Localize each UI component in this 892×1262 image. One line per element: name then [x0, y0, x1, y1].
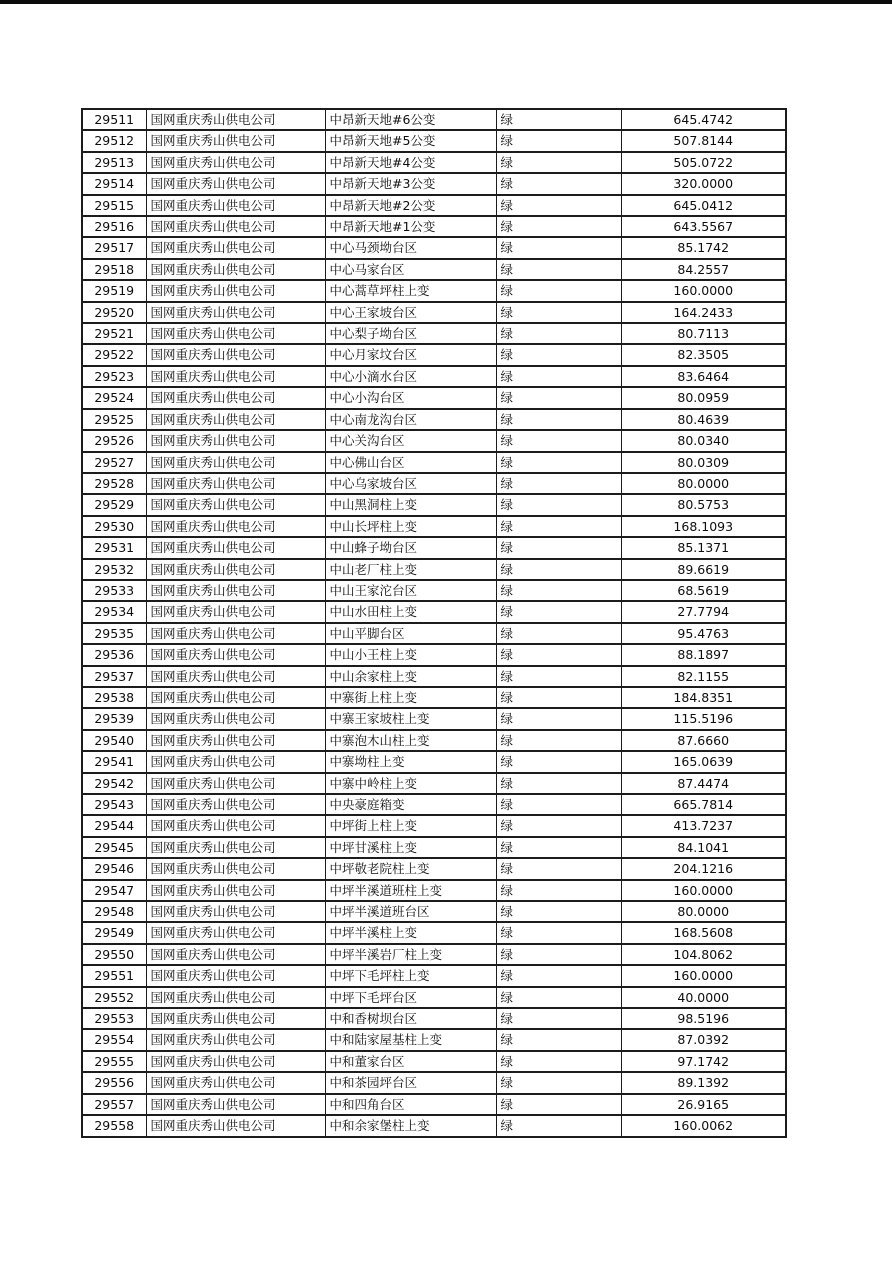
cell-capacity-value: 168.1093 [621, 516, 786, 537]
cell-row-id: 29552 [82, 987, 146, 1008]
cell-company-name: 国网重庆秀山供电公司 [146, 666, 325, 687]
cell-row-id: 29558 [82, 1115, 146, 1136]
cell-company-name: 国网重庆秀山供电公司 [146, 730, 325, 751]
cell-status: 绿 [496, 1029, 621, 1050]
table-row[interactable] [82, 216, 786, 237]
cell-row-id: 29537 [82, 666, 146, 687]
table-row[interactable] [82, 109, 786, 130]
cell-row-id: 29529 [82, 494, 146, 515]
table-row[interactable] [82, 751, 786, 772]
table-row[interactable] [82, 409, 786, 430]
cell-capacity-value: 95.4763 [621, 623, 786, 644]
cell-company-name: 国网重庆秀山供电公司 [146, 237, 325, 258]
cell-company-name: 国网重庆秀山供电公司 [146, 815, 325, 836]
cell-station-name: 中心南龙沟台区 [325, 409, 496, 430]
cell-status: 绿 [496, 494, 621, 515]
table-row[interactable] [82, 601, 786, 622]
cell-row-id: 29538 [82, 687, 146, 708]
cell-capacity-value: 160.0000 [621, 280, 786, 301]
cell-station-name: 中和茶园坪台区 [325, 1072, 496, 1093]
cell-company-name: 国网重庆秀山供电公司 [146, 773, 325, 794]
cell-station-name: 中心蒿草坪柱上变 [325, 280, 496, 301]
cell-station-name: 中和董家台区 [325, 1051, 496, 1072]
cell-row-id: 29519 [82, 280, 146, 301]
cell-capacity-value: 80.4639 [621, 409, 786, 430]
table-row[interactable] [82, 130, 786, 151]
cell-status: 绿 [496, 944, 621, 965]
cell-company-name: 国网重庆秀山供电公司 [146, 173, 325, 194]
cell-station-name: 中心马家台区 [325, 259, 496, 280]
table-row[interactable] [82, 559, 786, 580]
cell-station-name: 中山水田柱上变 [325, 601, 496, 622]
cell-row-id: 29527 [82, 452, 146, 473]
cell-company-name: 国网重庆秀山供电公司 [146, 922, 325, 943]
cell-status: 绿 [496, 1072, 621, 1093]
cell-capacity-value: 80.0340 [621, 430, 786, 451]
table-row[interactable] [82, 922, 786, 943]
cell-station-name: 中山老厂柱上变 [325, 559, 496, 580]
cell-status: 绿 [496, 195, 621, 216]
cell-row-id: 29546 [82, 858, 146, 879]
cell-capacity-value: 26.9165 [621, 1094, 786, 1115]
cell-capacity-value: 413.7237 [621, 815, 786, 836]
cell-company-name: 国网重庆秀山供电公司 [146, 130, 325, 151]
cell-company-name: 国网重庆秀山供电公司 [146, 323, 325, 344]
cell-status: 绿 [496, 409, 621, 430]
cell-capacity-value: 87.0392 [621, 1029, 786, 1050]
cell-capacity-value: 84.2557 [621, 259, 786, 280]
table-row[interactable] [82, 837, 786, 858]
cell-station-name: 中昂新天地#6公变 [325, 109, 496, 130]
cell-status: 绿 [496, 880, 621, 901]
cell-status: 绿 [496, 965, 621, 986]
cell-row-id: 29555 [82, 1051, 146, 1072]
cell-station-name: 中和余家堡柱上变 [325, 1115, 496, 1136]
cell-row-id: 29536 [82, 644, 146, 665]
cell-station-name: 中心月家坟台区 [325, 344, 496, 365]
cell-company-name: 国网重庆秀山供电公司 [146, 623, 325, 644]
cell-row-id: 29540 [82, 730, 146, 751]
cell-company-name: 国网重庆秀山供电公司 [146, 858, 325, 879]
cell-status: 绿 [496, 302, 621, 323]
cell-company-name: 国网重庆秀山供电公司 [146, 987, 325, 1008]
cell-capacity-value: 80.5753 [621, 494, 786, 515]
cell-capacity-value: 80.0000 [621, 901, 786, 922]
cell-row-id: 29522 [82, 344, 146, 365]
cell-station-name: 中寨中岭柱上变 [325, 773, 496, 794]
table-row[interactable] [82, 516, 786, 537]
cell-status: 绿 [496, 452, 621, 473]
table-row[interactable] [82, 1072, 786, 1093]
cell-status: 绿 [496, 1115, 621, 1136]
cell-station-name: 中山蜂子坳台区 [325, 537, 496, 558]
cell-company-name: 国网重庆秀山供电公司 [146, 452, 325, 473]
table-row[interactable] [82, 858, 786, 879]
cell-row-id: 29539 [82, 708, 146, 729]
cell-row-id: 29554 [82, 1029, 146, 1050]
table-row[interactable] [82, 323, 786, 344]
cell-capacity-value: 164.2433 [621, 302, 786, 323]
cell-company-name: 国网重庆秀山供电公司 [146, 344, 325, 365]
cell-status: 绿 [496, 473, 621, 494]
cell-company-name: 国网重庆秀山供电公司 [146, 794, 325, 815]
cell-capacity-value: 87.6660 [621, 730, 786, 751]
cell-company-name: 国网重庆秀山供电公司 [146, 1115, 325, 1136]
table-row[interactable] [82, 280, 786, 301]
cell-row-id: 29516 [82, 216, 146, 237]
cell-capacity-value: 40.0000 [621, 987, 786, 1008]
table-row[interactable] [82, 237, 786, 258]
cell-capacity-value: 160.0000 [621, 880, 786, 901]
cell-station-name: 中心小沟台区 [325, 387, 496, 408]
cell-status: 绿 [496, 1051, 621, 1072]
cell-status: 绿 [496, 858, 621, 879]
table-body [82, 109, 786, 1137]
top-edge-bar [0, 0, 892, 4]
cell-station-name: 中心乌家坡台区 [325, 473, 496, 494]
cell-status: 绿 [496, 751, 621, 772]
cell-station-name: 中坪街上柱上变 [325, 815, 496, 836]
cell-status: 绿 [496, 987, 621, 1008]
cell-station-name: 中坪半溪柱上变 [325, 922, 496, 943]
table-row[interactable] [82, 259, 786, 280]
cell-station-name: 中昂新天地#1公变 [325, 216, 496, 237]
cell-capacity-value: 80.0309 [621, 452, 786, 473]
cell-company-name: 国网重庆秀山供电公司 [146, 644, 325, 665]
table-row[interactable] [82, 965, 786, 986]
cell-capacity-value: 507.8144 [621, 130, 786, 151]
cell-row-id: 29530 [82, 516, 146, 537]
cell-row-id: 29549 [82, 922, 146, 943]
table-row[interactable] [82, 1051, 786, 1072]
cell-status: 绿 [496, 773, 621, 794]
cell-company-name: 国网重庆秀山供电公司 [146, 837, 325, 858]
cell-row-id: 29543 [82, 794, 146, 815]
cell-capacity-value: 184.8351 [621, 687, 786, 708]
cell-capacity-value: 160.0000 [621, 965, 786, 986]
cell-capacity-value: 165.0639 [621, 751, 786, 772]
cell-company-name: 国网重庆秀山供电公司 [146, 1072, 325, 1093]
table-row[interactable] [82, 1029, 786, 1050]
table-row[interactable] [82, 344, 786, 365]
cell-station-name: 中坪半溪道班台区 [325, 901, 496, 922]
table-row[interactable] [82, 708, 786, 729]
table-row[interactable] [82, 302, 786, 323]
cell-company-name: 国网重庆秀山供电公司 [146, 687, 325, 708]
cell-row-id: 29523 [82, 366, 146, 387]
cell-capacity-value: 160.0062 [621, 1115, 786, 1136]
cell-station-name: 中心小滴水台区 [325, 366, 496, 387]
cell-company-name: 国网重庆秀山供电公司 [146, 601, 325, 622]
cell-status: 绿 [496, 794, 621, 815]
table-row[interactable] [82, 473, 786, 494]
cell-row-id: 29553 [82, 1008, 146, 1029]
cell-capacity-value: 80.0000 [621, 473, 786, 494]
cell-row-id: 29513 [82, 152, 146, 173]
table-row[interactable] [82, 901, 786, 922]
cell-station-name: 中坪下毛坪柱上变 [325, 965, 496, 986]
table-row[interactable] [82, 387, 786, 408]
cell-status: 绿 [496, 708, 621, 729]
cell-station-name: 中央豪庭箱变 [325, 794, 496, 815]
cell-company-name: 国网重庆秀山供电公司 [146, 1029, 325, 1050]
cell-station-name: 中昂新天地#3公变 [325, 173, 496, 194]
cell-row-id: 29556 [82, 1072, 146, 1093]
cell-company-name: 国网重庆秀山供电公司 [146, 901, 325, 922]
table-row[interactable] [82, 452, 786, 473]
table-row[interactable] [82, 687, 786, 708]
table-row[interactable] [82, 730, 786, 751]
cell-capacity-value: 82.1155 [621, 666, 786, 687]
cell-status: 绿 [496, 922, 621, 943]
cell-company-name: 国网重庆秀山供电公司 [146, 387, 325, 408]
cell-row-id: 29547 [82, 880, 146, 901]
table-row[interactable] [82, 794, 786, 815]
cell-station-name: 中昂新天地#4公变 [325, 152, 496, 173]
cell-station-name: 中山平脚台区 [325, 623, 496, 644]
cell-station-name: 中寨坳柱上变 [325, 751, 496, 772]
cell-row-id: 29521 [82, 323, 146, 344]
cell-row-id: 29520 [82, 302, 146, 323]
cell-capacity-value: 82.3505 [621, 344, 786, 365]
cell-status: 绿 [496, 580, 621, 601]
cell-capacity-value: 115.5196 [621, 708, 786, 729]
cell-station-name: 中寨街上柱上变 [325, 687, 496, 708]
table-row[interactable] [82, 623, 786, 644]
cell-status: 绿 [496, 559, 621, 580]
cell-capacity-value: 27.7794 [621, 601, 786, 622]
cell-company-name: 国网重庆秀山供电公司 [146, 1051, 325, 1072]
cell-row-id: 29515 [82, 195, 146, 216]
cell-station-name: 中坪半溪道班柱上变 [325, 880, 496, 901]
cell-row-id: 29557 [82, 1094, 146, 1115]
cell-company-name: 国网重庆秀山供电公司 [146, 965, 325, 986]
cell-capacity-value: 80.7113 [621, 323, 786, 344]
cell-row-id: 29535 [82, 623, 146, 644]
cell-station-name: 中心马颈坳台区 [325, 237, 496, 258]
cell-station-name: 中寨王家坡柱上变 [325, 708, 496, 729]
cell-row-id: 29528 [82, 473, 146, 494]
cell-company-name: 国网重庆秀山供电公司 [146, 280, 325, 301]
cell-status: 绿 [496, 623, 621, 644]
table-row[interactable] [82, 580, 786, 601]
cell-capacity-value: 85.1742 [621, 237, 786, 258]
table-row[interactable] [82, 537, 786, 558]
cell-capacity-value: 87.4474 [621, 773, 786, 794]
table-row[interactable] [82, 944, 786, 965]
cell-row-id: 29514 [82, 173, 146, 194]
cell-capacity-value: 104.8062 [621, 944, 786, 965]
cell-capacity-value: 505.0722 [621, 152, 786, 173]
cell-capacity-value: 84.1041 [621, 837, 786, 858]
cell-status: 绿 [496, 730, 621, 751]
cell-station-name: 中心梨子坳台区 [325, 323, 496, 344]
cell-company-name: 国网重庆秀山供电公司 [146, 580, 325, 601]
table-row[interactable] [82, 880, 786, 901]
cell-status: 绿 [496, 109, 621, 130]
table-row[interactable] [82, 430, 786, 451]
cell-company-name: 国网重庆秀山供电公司 [146, 409, 325, 430]
cell-station-name: 中昂新天地#2公变 [325, 195, 496, 216]
cell-row-id: 29531 [82, 537, 146, 558]
cell-row-id: 29517 [82, 237, 146, 258]
cell-status: 绿 [496, 216, 621, 237]
cell-company-name: 国网重庆秀山供电公司 [146, 152, 325, 173]
cell-station-name: 中坪半溪岩厂柱上变 [325, 944, 496, 965]
cell-capacity-value: 98.5196 [621, 1008, 786, 1029]
cell-station-name: 中山长坪柱上变 [325, 516, 496, 537]
cell-company-name: 国网重庆秀山供电公司 [146, 430, 325, 451]
cell-row-id: 29518 [82, 259, 146, 280]
cell-station-name: 中坪甘溪柱上变 [325, 837, 496, 858]
table-row[interactable] [82, 987, 786, 1008]
table-row[interactable] [82, 1094, 786, 1115]
cell-status: 绿 [496, 901, 621, 922]
cell-station-name: 中山王家沱台区 [325, 580, 496, 601]
cell-row-id: 29532 [82, 559, 146, 580]
cell-capacity-value: 68.5619 [621, 580, 786, 601]
cell-status: 绿 [496, 644, 621, 665]
cell-row-id: 29534 [82, 601, 146, 622]
cell-row-id: 29526 [82, 430, 146, 451]
cell-status: 绿 [496, 1008, 621, 1029]
cell-station-name: 中昂新天地#5公变 [325, 130, 496, 151]
cell-status: 绿 [496, 280, 621, 301]
cell-company-name: 国网重庆秀山供电公司 [146, 109, 325, 130]
cell-capacity-value: 88.1897 [621, 644, 786, 665]
table-row[interactable] [82, 815, 786, 836]
cell-status: 绿 [496, 173, 621, 194]
cell-company-name: 国网重庆秀山供电公司 [146, 944, 325, 965]
cell-status: 绿 [496, 366, 621, 387]
cell-row-id: 29511 [82, 109, 146, 130]
table-row[interactable] [82, 666, 786, 687]
cell-company-name: 国网重庆秀山供电公司 [146, 366, 325, 387]
cell-company-name: 国网重庆秀山供电公司 [146, 216, 325, 237]
cell-row-id: 29533 [82, 580, 146, 601]
cell-status: 绿 [496, 837, 621, 858]
cell-row-id: 29545 [82, 837, 146, 858]
cell-status: 绿 [496, 259, 621, 280]
cell-row-id: 29548 [82, 901, 146, 922]
cell-status: 绿 [496, 323, 621, 344]
cell-row-id: 29550 [82, 944, 146, 965]
cell-station-name: 中山黑洞柱上变 [325, 494, 496, 515]
cell-company-name: 国网重庆秀山供电公司 [146, 1008, 325, 1029]
cell-status: 绿 [496, 387, 621, 408]
cell-capacity-value: 665.7814 [621, 794, 786, 815]
cell-company-name: 国网重庆秀山供电公司 [146, 494, 325, 515]
table-row[interactable] [82, 1008, 786, 1029]
table-row[interactable] [82, 152, 786, 173]
cell-station-name: 中和香树坝台区 [325, 1008, 496, 1029]
cell-company-name: 国网重庆秀山供电公司 [146, 880, 325, 901]
cell-status: 绿 [496, 152, 621, 173]
cell-station-name: 中坪下毛坪台区 [325, 987, 496, 1008]
table-row[interactable] [82, 773, 786, 794]
cell-status: 绿 [496, 237, 621, 258]
cell-company-name: 国网重庆秀山供电公司 [146, 559, 325, 580]
cell-company-name: 国网重庆秀山供电公司 [146, 195, 325, 216]
cell-station-name: 中寨泡木山柱上变 [325, 730, 496, 751]
cell-station-name: 中和陆家屋基柱上变 [325, 1029, 496, 1050]
cell-capacity-value: 83.6464 [621, 366, 786, 387]
cell-status: 绿 [496, 430, 621, 451]
cell-station-name: 中心关沟台区 [325, 430, 496, 451]
cell-company-name: 国网重庆秀山供电公司 [146, 1094, 325, 1115]
cell-capacity-value: 204.1216 [621, 858, 786, 879]
cell-capacity-value: 643.5567 [621, 216, 786, 237]
cell-station-name: 中坪敬老院柱上变 [325, 858, 496, 879]
cell-status: 绿 [496, 601, 621, 622]
cell-capacity-value: 80.0959 [621, 387, 786, 408]
cell-capacity-value: 89.6619 [621, 559, 786, 580]
cell-station-name: 中心佛山台区 [325, 452, 496, 473]
cell-status: 绿 [496, 130, 621, 151]
cell-capacity-value: 645.0412 [621, 195, 786, 216]
cell-capacity-value: 320.0000 [621, 173, 786, 194]
cell-capacity-value: 97.1742 [621, 1051, 786, 1072]
cell-station-name: 中和四角台区 [325, 1094, 496, 1115]
table-row[interactable] [82, 173, 786, 194]
table-row[interactable] [82, 644, 786, 665]
table-row[interactable] [82, 1115, 786, 1136]
cell-capacity-value: 85.1371 [621, 537, 786, 558]
cell-row-id: 29512 [82, 130, 146, 151]
cell-capacity-value: 168.5608 [621, 922, 786, 943]
cell-row-id: 29525 [82, 409, 146, 430]
cell-status: 绿 [496, 516, 621, 537]
cell-status: 绿 [496, 1094, 621, 1115]
cell-status: 绿 [496, 815, 621, 836]
cell-status: 绿 [496, 666, 621, 687]
table-row[interactable] [82, 494, 786, 515]
cell-station-name: 中心王家坡台区 [325, 302, 496, 323]
table-row[interactable] [82, 366, 786, 387]
cell-company-name: 国网重庆秀山供电公司 [146, 537, 325, 558]
cell-row-id: 29542 [82, 773, 146, 794]
cell-capacity-value: 89.1392 [621, 1072, 786, 1093]
cell-company-name: 国网重庆秀山供电公司 [146, 302, 325, 323]
cell-row-id: 29541 [82, 751, 146, 772]
cell-company-name: 国网重庆秀山供电公司 [146, 473, 325, 494]
cell-status: 绿 [496, 537, 621, 558]
cell-station-name: 中山小王柱上变 [325, 644, 496, 665]
cell-company-name: 国网重庆秀山供电公司 [146, 516, 325, 537]
cell-station-name: 中山余家柱上变 [325, 666, 496, 687]
table-row[interactable] [82, 195, 786, 216]
power-supply-table [81, 108, 787, 1138]
cell-company-name: 国网重庆秀山供电公司 [146, 751, 325, 772]
cell-row-id: 29544 [82, 815, 146, 836]
cell-company-name: 国网重庆秀山供电公司 [146, 708, 325, 729]
cell-row-id: 29551 [82, 965, 146, 986]
cell-status: 绿 [496, 687, 621, 708]
cell-status: 绿 [496, 344, 621, 365]
cell-company-name: 国网重庆秀山供电公司 [146, 259, 325, 280]
cell-row-id: 29524 [82, 387, 146, 408]
cell-capacity-value: 645.4742 [621, 109, 786, 130]
